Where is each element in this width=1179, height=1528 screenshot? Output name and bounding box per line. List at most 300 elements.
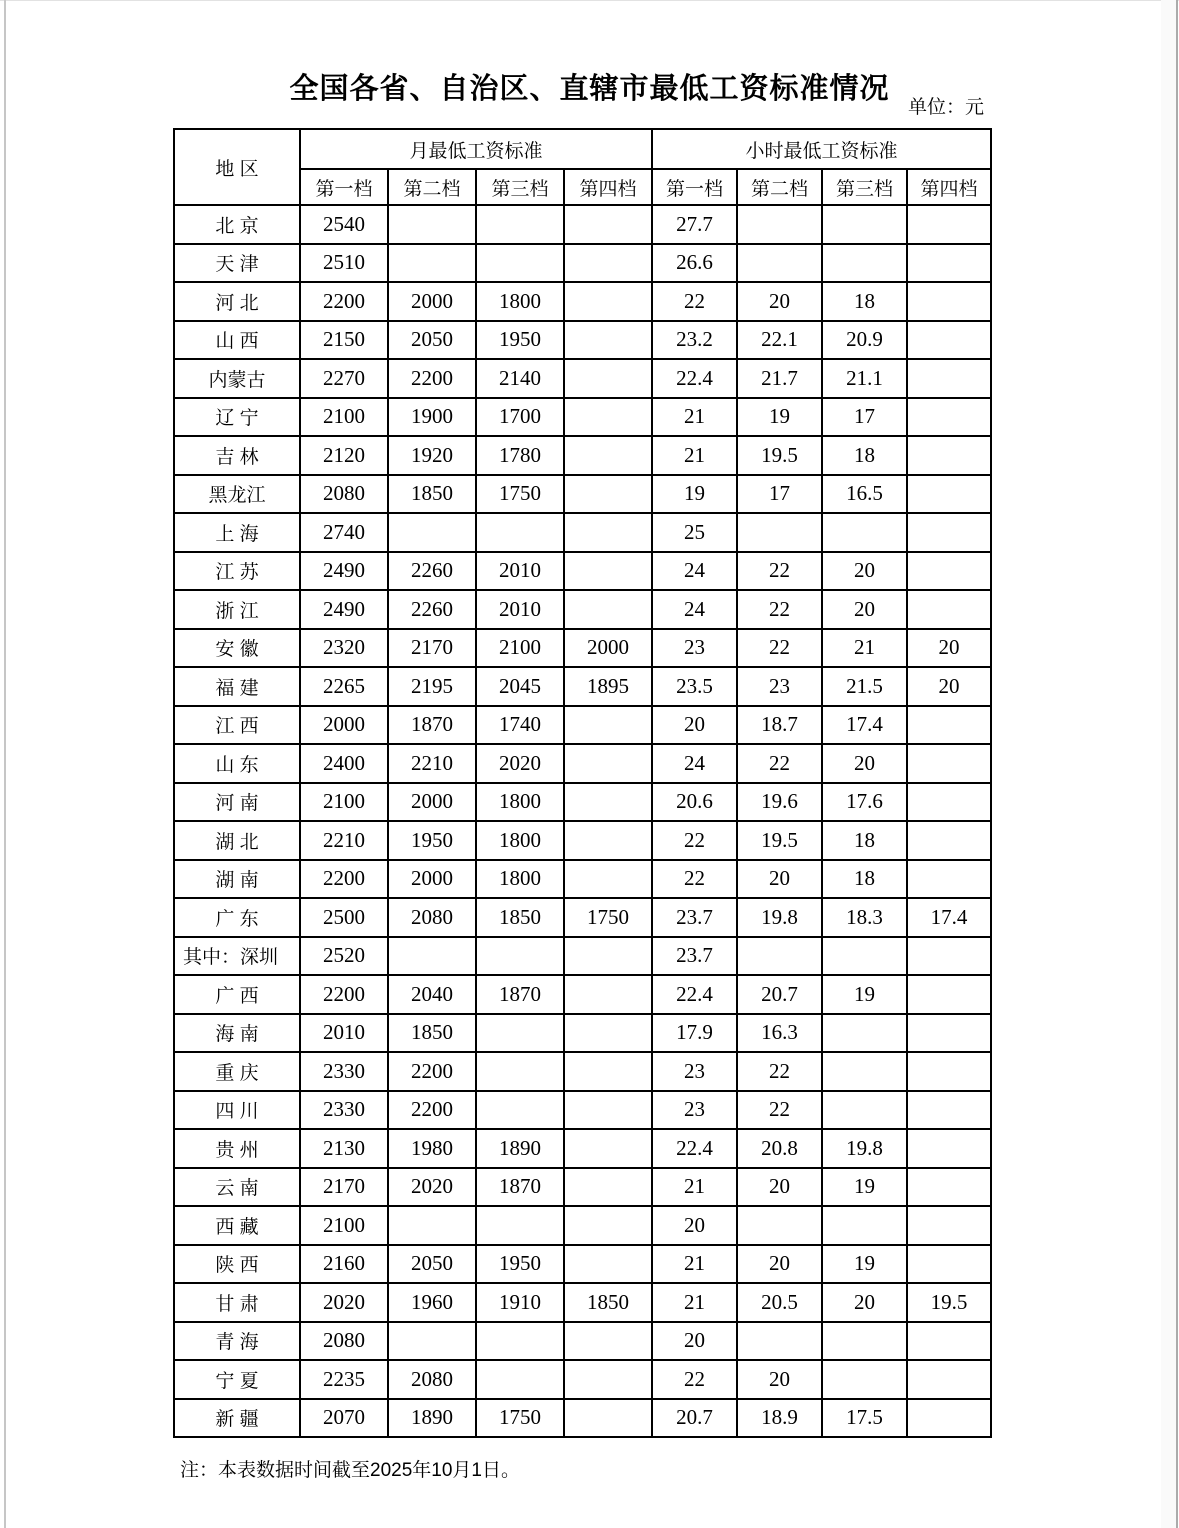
value-cell: 18.3 [822, 898, 907, 937]
table-header-group-row [174, 129, 991, 169]
region-cell: 四 川 [174, 1091, 300, 1130]
value-cell: 23 [652, 629, 737, 668]
value-cell [907, 783, 991, 822]
value-cell: 1700 [476, 398, 564, 437]
table-row [174, 1360, 991, 1399]
value-cell: 21.1 [822, 359, 907, 398]
value-cell: 2200 [388, 1052, 476, 1091]
region-cell: 江 西 [174, 706, 300, 745]
value-cell: 1850 [388, 475, 476, 514]
value-cell [907, 937, 991, 976]
region-cell: 甘 肃 [174, 1283, 300, 1322]
value-cell: 20 [737, 1168, 822, 1207]
value-cell [564, 1168, 652, 1207]
value-cell [822, 205, 907, 244]
page-left-edge [4, 0, 6, 1528]
table-row [174, 1129, 991, 1168]
region-cell: 山 东 [174, 744, 300, 783]
value-cell: 22 [737, 1091, 822, 1130]
value-cell [907, 1245, 991, 1284]
value-cell: 18 [822, 282, 907, 321]
value-cell: 19 [822, 1168, 907, 1207]
value-cell: 2200 [388, 1091, 476, 1130]
value-cell: 1850 [476, 898, 564, 937]
value-cell [564, 244, 652, 283]
column-header-tier: 第二档 [737, 169, 822, 205]
region-cell: 内蒙古 [174, 359, 300, 398]
value-cell: 2050 [388, 321, 476, 360]
column-group-hourly: 小时最低工资标准 [652, 129, 991, 169]
value-cell: 2160 [300, 1245, 388, 1284]
value-cell [476, 205, 564, 244]
region-cell: 重 庆 [174, 1052, 300, 1091]
value-cell: 2100 [300, 1206, 388, 1245]
value-cell: 20 [737, 282, 822, 321]
value-cell: 1800 [476, 783, 564, 822]
value-cell [907, 1206, 991, 1245]
value-cell: 19.5 [737, 436, 822, 475]
value-cell: 1780 [476, 436, 564, 475]
value-cell [737, 937, 822, 976]
value-cell: 21 [652, 1283, 737, 1322]
unit-label: 单位：元 [907, 97, 984, 118]
value-cell: 20 [737, 1360, 822, 1399]
value-cell [476, 1091, 564, 1130]
value-cell: 2320 [300, 629, 388, 668]
value-cell: 2020 [300, 1283, 388, 1322]
region-cell: 西 藏 [174, 1206, 300, 1245]
value-cell: 22.4 [652, 975, 737, 1014]
column-header-region: 地 区 [174, 129, 300, 205]
value-cell: 23 [737, 667, 822, 706]
value-cell: 2490 [300, 552, 388, 591]
region-cell: 辽 宁 [174, 398, 300, 437]
value-cell: 2260 [388, 552, 476, 591]
value-cell [564, 1360, 652, 1399]
value-cell: 22 [737, 629, 822, 668]
value-cell: 2100 [300, 398, 388, 437]
region-cell: 海 南 [174, 1014, 300, 1053]
table-row [174, 706, 991, 745]
minimum-wage-table [173, 128, 992, 1438]
value-cell [822, 1091, 907, 1130]
value-cell: 2020 [476, 744, 564, 783]
value-cell: 22 [737, 1052, 822, 1091]
value-cell: 2000 [388, 783, 476, 822]
value-cell: 2500 [300, 898, 388, 937]
value-cell [564, 1091, 652, 1130]
value-cell: 2010 [476, 552, 564, 591]
value-cell [388, 1322, 476, 1361]
value-cell [907, 744, 991, 783]
value-cell: 2260 [388, 590, 476, 629]
value-cell: 17.4 [907, 898, 991, 937]
value-cell [907, 706, 991, 745]
value-cell: 1890 [388, 1399, 476, 1438]
value-cell: 2210 [388, 744, 476, 783]
value-cell: 19.8 [822, 1129, 907, 1168]
value-cell [388, 937, 476, 976]
value-cell: 19.6 [737, 783, 822, 822]
value-cell: 2270 [300, 359, 388, 398]
table-row [174, 1283, 991, 1322]
column-header-tier: 第一档 [652, 169, 737, 205]
value-cell: 20.8 [737, 1129, 822, 1168]
value-cell: 19.5 [737, 821, 822, 860]
value-cell: 1950 [388, 821, 476, 860]
table-row [174, 975, 991, 1014]
value-cell [564, 552, 652, 591]
table-row [174, 860, 991, 899]
value-cell: 1960 [388, 1283, 476, 1322]
footnote: 注：本表数据时间截至2025年10月1日。 [180, 1460, 520, 1481]
region-cell: 其中：深圳 [174, 937, 300, 976]
value-cell [822, 244, 907, 283]
region-cell: 陕 西 [174, 1245, 300, 1284]
region-cell: 云 南 [174, 1168, 300, 1207]
value-cell: 18.7 [737, 706, 822, 745]
value-cell [907, 860, 991, 899]
table-row [174, 744, 991, 783]
value-cell: 2045 [476, 667, 564, 706]
value-cell: 2235 [300, 1360, 388, 1399]
column-header-tier: 第一档 [300, 169, 388, 205]
value-cell: 1870 [476, 975, 564, 1014]
value-cell: 2510 [300, 244, 388, 283]
value-cell: 19 [652, 475, 737, 514]
page-right-edge-strip [1161, 0, 1176, 1528]
value-cell: 23 [652, 1052, 737, 1091]
region-cell: 黑龙江 [174, 475, 300, 514]
value-cell: 22 [737, 552, 822, 591]
value-cell: 22.4 [652, 359, 737, 398]
region-cell: 贵 州 [174, 1129, 300, 1168]
table-row [174, 1091, 991, 1130]
value-cell: 1950 [476, 1245, 564, 1284]
value-cell: 2020 [388, 1168, 476, 1207]
region-cell: 宁 夏 [174, 1360, 300, 1399]
region-cell: 河 南 [174, 783, 300, 822]
table-row [174, 513, 991, 552]
value-cell: 25 [652, 513, 737, 552]
region-cell: 湖 北 [174, 821, 300, 860]
value-cell [564, 1129, 652, 1168]
value-cell [476, 1052, 564, 1091]
column-header-tier: 第四档 [564, 169, 652, 205]
value-cell: 2130 [300, 1129, 388, 1168]
table-row [174, 1245, 991, 1284]
value-cell: 2000 [564, 629, 652, 668]
region-cell: 青 海 [174, 1322, 300, 1361]
value-cell: 24 [652, 552, 737, 591]
value-cell [822, 513, 907, 552]
value-cell [907, 436, 991, 475]
value-cell [388, 244, 476, 283]
value-cell [388, 205, 476, 244]
value-cell [564, 937, 652, 976]
value-cell [564, 359, 652, 398]
value-cell: 23.7 [652, 937, 737, 976]
value-cell [907, 1052, 991, 1091]
value-cell: 2490 [300, 590, 388, 629]
value-cell: 19.8 [737, 898, 822, 937]
value-cell: 2400 [300, 744, 388, 783]
value-cell [564, 783, 652, 822]
value-cell [907, 1399, 991, 1438]
value-cell: 2100 [300, 783, 388, 822]
value-cell: 2210 [300, 821, 388, 860]
value-cell [388, 513, 476, 552]
value-cell [564, 590, 652, 629]
value-cell: 23.5 [652, 667, 737, 706]
value-cell [564, 321, 652, 360]
value-cell [476, 1206, 564, 1245]
value-cell [907, 282, 991, 321]
column-group-monthly: 月最低工资标准 [300, 129, 652, 169]
value-cell [564, 205, 652, 244]
value-cell: 17 [737, 475, 822, 514]
value-cell: 2100 [476, 629, 564, 668]
region-cell: 江 苏 [174, 552, 300, 591]
value-cell [907, 821, 991, 860]
value-cell: 2520 [300, 937, 388, 976]
value-cell: 1750 [564, 898, 652, 937]
value-cell [737, 244, 822, 283]
value-cell: 17.9 [652, 1014, 737, 1053]
value-cell [907, 359, 991, 398]
value-cell: 26.6 [652, 244, 737, 283]
value-cell [476, 513, 564, 552]
value-cell [907, 1360, 991, 1399]
table-row [174, 282, 991, 321]
value-cell: 20 [822, 1283, 907, 1322]
value-cell [564, 513, 652, 552]
region-cell: 新 疆 [174, 1399, 300, 1438]
value-cell: 1910 [476, 1283, 564, 1322]
value-cell [564, 860, 652, 899]
value-cell: 22 [652, 1360, 737, 1399]
value-cell: 16.3 [737, 1014, 822, 1053]
value-cell: 2080 [300, 1322, 388, 1361]
value-cell: 2265 [300, 667, 388, 706]
value-cell: 2120 [300, 436, 388, 475]
value-cell: 20 [652, 706, 737, 745]
value-cell: 17.4 [822, 706, 907, 745]
table-row [174, 475, 991, 514]
table-row [174, 1399, 991, 1438]
value-cell [564, 706, 652, 745]
value-cell [564, 1399, 652, 1438]
value-cell: 1895 [564, 667, 652, 706]
value-cell: 1850 [564, 1283, 652, 1322]
page-top-edge [0, 0, 1179, 1]
value-cell: 2195 [388, 667, 476, 706]
value-cell: 22.4 [652, 1129, 737, 1168]
value-cell: 19 [822, 975, 907, 1014]
value-cell: 24 [652, 744, 737, 783]
column-header-tier: 第四档 [907, 169, 991, 205]
value-cell: 21 [822, 629, 907, 668]
value-cell [907, 1014, 991, 1053]
value-cell: 1750 [476, 1399, 564, 1438]
value-cell [564, 1206, 652, 1245]
value-cell: 27.7 [652, 205, 737, 244]
value-cell [476, 1322, 564, 1361]
value-cell: 21 [652, 398, 737, 437]
value-cell: 2330 [300, 1052, 388, 1091]
value-cell [564, 1322, 652, 1361]
value-cell [907, 513, 991, 552]
value-cell: 23.7 [652, 898, 737, 937]
region-cell: 福 建 [174, 667, 300, 706]
value-cell: 18 [822, 436, 907, 475]
value-cell: 21.7 [737, 359, 822, 398]
value-cell: 1800 [476, 860, 564, 899]
value-cell [822, 1322, 907, 1361]
value-cell: 2140 [476, 359, 564, 398]
value-cell: 22 [652, 282, 737, 321]
value-cell [907, 475, 991, 514]
value-cell: 1870 [476, 1168, 564, 1207]
value-cell: 2540 [300, 205, 388, 244]
region-cell: 天 津 [174, 244, 300, 283]
value-cell [907, 975, 991, 1014]
value-cell [564, 1014, 652, 1053]
value-cell: 21 [652, 436, 737, 475]
region-cell: 广 东 [174, 898, 300, 937]
value-cell: 1740 [476, 706, 564, 745]
value-cell [907, 1129, 991, 1168]
table-row [174, 321, 991, 360]
table-row [174, 937, 991, 976]
value-cell: 23.2 [652, 321, 737, 360]
value-cell: 2200 [300, 282, 388, 321]
region-cell: 上 海 [174, 513, 300, 552]
value-cell [476, 1360, 564, 1399]
value-cell: 18 [822, 860, 907, 899]
value-cell: 20 [907, 667, 991, 706]
table-row [174, 398, 991, 437]
value-cell: 2170 [300, 1168, 388, 1207]
value-cell [737, 1322, 822, 1361]
value-cell [907, 590, 991, 629]
region-cell: 湖 南 [174, 860, 300, 899]
value-cell: 1900 [388, 398, 476, 437]
column-header-tier: 第二档 [388, 169, 476, 205]
value-cell: 20.9 [822, 321, 907, 360]
value-cell [907, 398, 991, 437]
value-cell [822, 1014, 907, 1053]
value-cell: 21 [652, 1245, 737, 1284]
value-cell [476, 1014, 564, 1053]
value-cell [822, 1052, 907, 1091]
value-cell: 1850 [388, 1014, 476, 1053]
value-cell: 20 [822, 590, 907, 629]
table-row [174, 898, 991, 937]
value-cell: 1800 [476, 821, 564, 860]
table-row [174, 629, 991, 668]
page-title: 全国各省、自治区、直辖市最低工资标准情况 [289, 73, 890, 106]
table-row [174, 783, 991, 822]
value-cell: 2200 [300, 860, 388, 899]
value-cell: 17.5 [822, 1399, 907, 1438]
value-cell: 2080 [300, 475, 388, 514]
column-header-tier: 第三档 [476, 169, 564, 205]
value-cell: 18.9 [737, 1399, 822, 1438]
table-row [174, 1014, 991, 1053]
value-cell: 20 [652, 1206, 737, 1245]
table-row [174, 1052, 991, 1091]
value-cell [564, 1052, 652, 1091]
table-row [174, 821, 991, 860]
value-cell: 18 [822, 821, 907, 860]
value-cell: 2000 [388, 860, 476, 899]
value-cell [822, 937, 907, 976]
value-cell: 2040 [388, 975, 476, 1014]
value-cell [907, 1168, 991, 1207]
value-cell: 22 [652, 821, 737, 860]
table-row [174, 205, 991, 244]
table-row [174, 436, 991, 475]
value-cell: 2080 [388, 1360, 476, 1399]
value-cell [737, 1206, 822, 1245]
value-cell: 1870 [388, 706, 476, 745]
value-cell: 2010 [300, 1014, 388, 1053]
value-cell [476, 244, 564, 283]
value-cell: 19.5 [907, 1283, 991, 1322]
value-cell: 17.6 [822, 783, 907, 822]
value-cell: 23 [652, 1091, 737, 1130]
value-cell: 2170 [388, 629, 476, 668]
value-cell: 21 [652, 1168, 737, 1207]
value-cell: 2010 [476, 590, 564, 629]
value-cell: 1950 [476, 321, 564, 360]
value-cell [564, 975, 652, 1014]
value-cell: 20 [822, 552, 907, 591]
value-cell [476, 937, 564, 976]
value-cell: 2080 [388, 898, 476, 937]
table-row [174, 244, 991, 283]
value-cell: 2330 [300, 1091, 388, 1130]
region-cell: 安 徽 [174, 629, 300, 668]
region-cell: 广 西 [174, 975, 300, 1014]
value-cell [907, 244, 991, 283]
page-right-edge-line [1176, 0, 1178, 1528]
value-cell [822, 1360, 907, 1399]
region-cell: 山 西 [174, 321, 300, 360]
value-cell [564, 436, 652, 475]
region-cell: 北 京 [174, 205, 300, 244]
value-cell [737, 513, 822, 552]
value-cell: 17 [822, 398, 907, 437]
value-cell: 22 [737, 590, 822, 629]
value-cell: 20 [822, 744, 907, 783]
value-cell: 16.5 [822, 475, 907, 514]
value-cell: 2200 [388, 359, 476, 398]
value-cell: 24 [652, 590, 737, 629]
value-cell: 22 [737, 744, 822, 783]
value-cell: 1890 [476, 1129, 564, 1168]
value-cell: 20 [737, 860, 822, 899]
value-cell [388, 1206, 476, 1245]
value-cell: 22.1 [737, 321, 822, 360]
value-cell [564, 1245, 652, 1284]
value-cell: 22 [652, 860, 737, 899]
region-cell: 吉 林 [174, 436, 300, 475]
value-cell: 20 [907, 629, 991, 668]
value-cell [907, 205, 991, 244]
value-cell [907, 552, 991, 591]
